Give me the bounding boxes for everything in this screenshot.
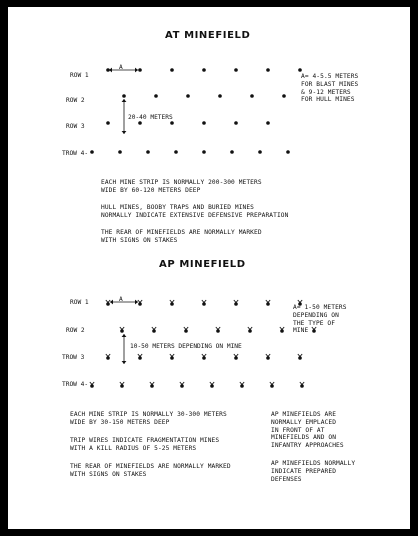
ap-mine-symbol — [150, 382, 154, 388]
ap-spacing-note: A= 1-50 METERS DEPENDING ON THE TYPE OF MINE — [293, 304, 347, 335]
at-mine-dot — [230, 150, 234, 154]
at-row-2-label: ROW 2 — [66, 97, 85, 104]
at-spacing-note: A= 4-5.5 METERS FOR BLAST MINES & 9-12 METERS FOR HULL MINES — [301, 73, 359, 104]
ap-note-1: EACH MINE STRIP IS NORMALLY 30-300 METERS WIDE BY 30-150 METERS DEEP — [70, 411, 227, 426]
ap-mine-symbol — [138, 300, 142, 306]
at-mine-dot — [118, 150, 122, 154]
at-mine-dot — [106, 121, 110, 125]
ap-row-2-label: ROW 2 — [66, 327, 85, 334]
at-mine-dot — [234, 121, 238, 125]
ap-mine-symbol — [266, 300, 270, 306]
at-mine-dot — [90, 150, 94, 154]
at-depth-arrowhead — [122, 131, 127, 134]
ap-mine-symbol — [240, 382, 244, 388]
at-mine-dot — [202, 121, 206, 125]
at-mine-dot — [154, 94, 158, 98]
ap-note-2: TRIP WIRES INDICATE FRAGMENTATION MINES WITH A KILL RADIUS OF 5-25 METERS — [70, 437, 220, 452]
ap-mine-symbol — [300, 382, 304, 388]
at-mine-dot — [286, 150, 290, 154]
at-mine-dot — [234, 68, 238, 72]
at-mine-dot — [146, 150, 150, 154]
ap-mine-symbol — [202, 300, 206, 306]
ap-mine-symbol — [184, 327, 188, 333]
ap-row-3-label: TROW 3 — [62, 354, 85, 361]
at-mine-dot — [282, 94, 286, 98]
ap-mine-symbol — [280, 327, 284, 333]
ap-mine-symbol — [234, 354, 238, 360]
at-mine-dot — [170, 121, 174, 125]
at-mine-dot — [186, 94, 190, 98]
at-spacing-label: A — [119, 64, 123, 71]
at-row-3-label: ROW 3 — [66, 123, 85, 130]
ap-depth-arrowhead — [122, 334, 127, 337]
at-minefield-title: AT MINEFIELD — [165, 30, 251, 41]
at-mine-dot — [170, 68, 174, 72]
ap-mine-symbol — [170, 354, 174, 360]
at-note-2: HULL MINES, BOOBY TRAPS AND BURIED MINES NORMALLY INDICATE EXTENSIVE DEFENSIVE PREPARATION — [101, 204, 289, 219]
ap-mine-symbol — [90, 382, 94, 388]
at-mine-dot — [250, 94, 254, 98]
ap-mine-symbol — [234, 300, 238, 306]
ap-mine-symbol — [202, 354, 206, 360]
at-mine-dot — [138, 68, 142, 72]
ap-depth-arrowhead — [122, 361, 127, 364]
ap-row-4-label: TROW 4- — [62, 381, 89, 388]
ap-note-3: THE REAR OF MINEFIELDS ARE NORMALLY MARKED WITH SIGNS ON STAKES — [70, 463, 231, 478]
at-spacing-arrowhead — [109, 68, 112, 73]
at-mine-dot — [138, 121, 142, 125]
at-spacing-arrowhead — [135, 68, 138, 73]
at-mine-dot — [122, 94, 126, 98]
ap-mine-symbol — [170, 300, 174, 306]
at-mine-dot — [202, 68, 206, 72]
ap-mine-symbol — [248, 327, 252, 333]
at-row-4-label: TROW 4- — [62, 150, 89, 157]
ap-mine-symbol — [106, 300, 110, 306]
ap-mine-symbol — [120, 382, 124, 388]
ap-mine-symbol — [210, 382, 214, 388]
at-depth-label: 20-40 METERS — [128, 114, 173, 121]
at-mine-dot — [266, 68, 270, 72]
ap-mine-symbol — [270, 382, 274, 388]
ap-mine-symbol — [266, 354, 270, 360]
ap-mine-symbol — [106, 354, 110, 360]
at-mine-dot — [258, 150, 262, 154]
at-mine-dot — [218, 94, 222, 98]
ap-depth-label: 10-50 METERS DEPENDING ON MINE — [130, 343, 242, 350]
ap-row-1-label: ROW 1 — [70, 299, 89, 306]
diagram-sheet — [8, 7, 410, 529]
ap-side-note-2: AP MINEFIELDS NORMALLY INDICATE PREPARED DEFENSES — [271, 460, 356, 483]
at-note-3: THE REAR OF MINEFIELDS ARE NORMALLY MARKED WITH SIGNS ON STAKES — [101, 229, 262, 244]
at-note-1: EACH MINE STRIP IS NORMALLY 200-300 METERS WIDE BY 60-120 METERS DEEP — [101, 179, 262, 194]
at-mine-dot — [298, 68, 302, 72]
ap-spacing-label: A — [119, 296, 123, 303]
ap-mine-symbol — [138, 354, 142, 360]
ap-mine-symbol — [216, 327, 220, 333]
ap-minefield-title: AP MINEFIELD — [159, 259, 246, 270]
ap-side-note-1: AP MINEFIELDS ARE NORMALLY EMPLACED IN FRONT OF AT MINEFIELDS AND ON INFANTRY APPROACHES — [271, 411, 344, 450]
ap-mine-symbol — [120, 327, 124, 333]
at-mine-dot — [174, 150, 178, 154]
ap-mine-symbol — [298, 354, 302, 360]
ap-mine-symbol — [152, 327, 156, 333]
at-mine-dot — [202, 150, 206, 154]
at-row-1-label: ROW 1 — [70, 72, 89, 79]
at-depth-arrowhead — [122, 99, 127, 102]
at-mine-dot — [266, 121, 270, 125]
ap-mine-symbol — [180, 382, 184, 388]
